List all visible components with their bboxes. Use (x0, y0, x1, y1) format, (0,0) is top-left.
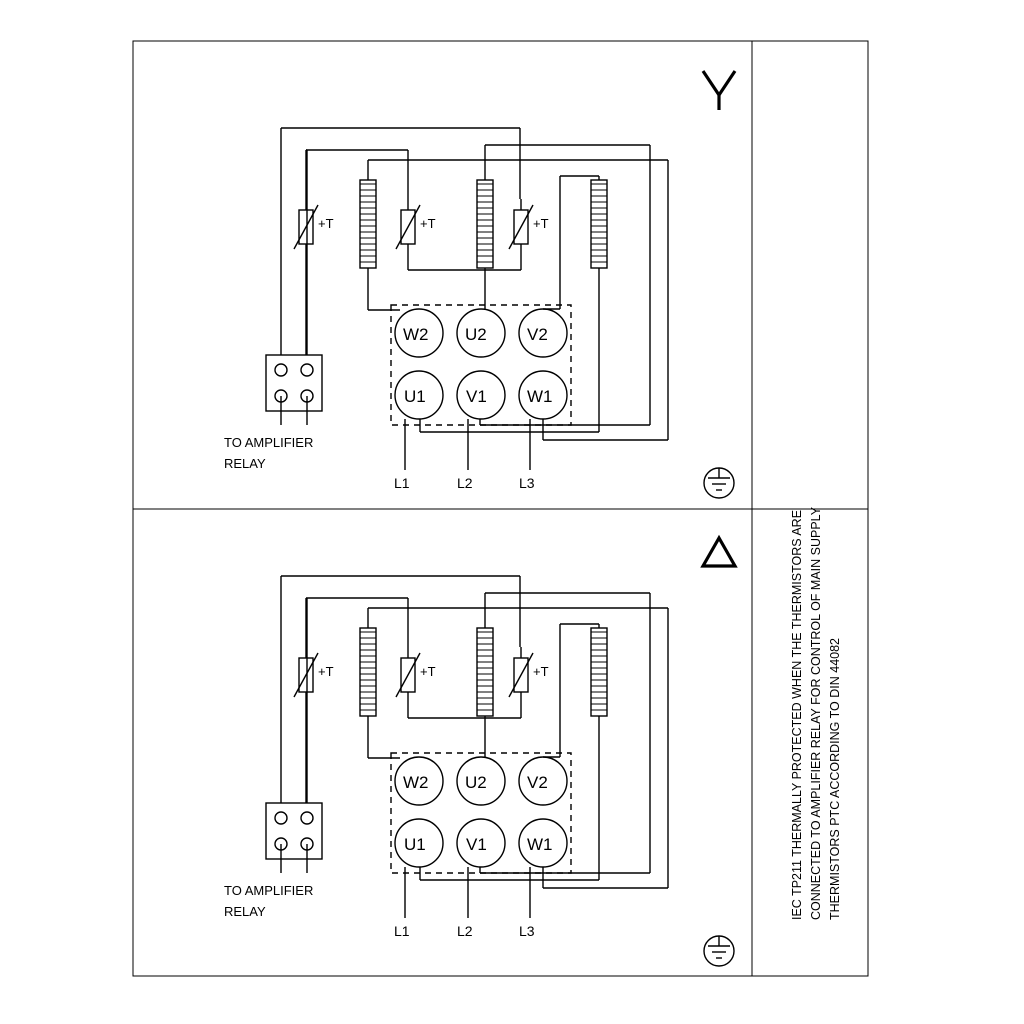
line-label-l1-delta: L1 (394, 923, 410, 939)
thermistor-label-2-delta: +T (420, 664, 436, 679)
wye-symbol (703, 71, 735, 110)
delta-symbol (703, 538, 735, 566)
line-label-l2-star: L2 (457, 475, 473, 491)
amplifier-note-line1-star: TO AMPLIFIER (224, 435, 314, 450)
terminal-label-u1-delta: U1 (404, 835, 426, 854)
terminal-label-u2-delta: U2 (465, 773, 487, 792)
earth-ground-symbol (704, 936, 734, 966)
side-note-line-1: IEC TP211 THERMALLY PROTECTED WHEN THE THERMISTORS ARE (790, 509, 804, 920)
terminal-label-w1-star: W1 (527, 387, 553, 406)
side-note-line-2: CONNECTED TO AMPLIFIER RELAY FOR CONTROL OF MAIN SUPPLY (809, 506, 823, 920)
thermistor-label-1-star: +T (318, 216, 334, 231)
amplifier-terminal-block (266, 355, 322, 425)
terminal-label-w2-star: W2 (403, 325, 429, 344)
line-label-l3-star: L3 (519, 475, 535, 491)
terminal-label-u1-star: U1 (404, 387, 426, 406)
amplifier-terminal-block (266, 803, 322, 873)
terminal-label-u2-star: U2 (465, 325, 487, 344)
side-note-line-3: THERMISTORS PTC ACCORDING TO DIN 44082 (828, 637, 842, 920)
amplifier-note-line2-star: RELAY (224, 456, 266, 471)
earth-ground-symbol (704, 468, 734, 498)
terminal-label-v1-delta: V1 (466, 835, 487, 854)
terminal-label-w1-delta: W1 (527, 835, 553, 854)
terminal-label-v2-star: V2 (527, 325, 548, 344)
thermistor-label-3-delta: +T (533, 664, 549, 679)
terminal-label-v2-delta: V2 (527, 773, 548, 792)
terminal-label-v1-star: V1 (466, 387, 487, 406)
thermistor-label-1-delta: +T (318, 664, 334, 679)
line-label-l3-delta: L3 (519, 923, 535, 939)
line-label-l2-delta: L2 (457, 923, 473, 939)
thermistor-label-3-star: +T (533, 216, 549, 231)
terminal-label-w2-delta: W2 (403, 773, 429, 792)
thermistor-label-2-star: +T (420, 216, 436, 231)
amplifier-note-line2-delta: RELAY (224, 904, 266, 919)
line-label-l1-star: L1 (394, 475, 410, 491)
amplifier-note-line1-delta: TO AMPLIFIER (224, 883, 314, 898)
